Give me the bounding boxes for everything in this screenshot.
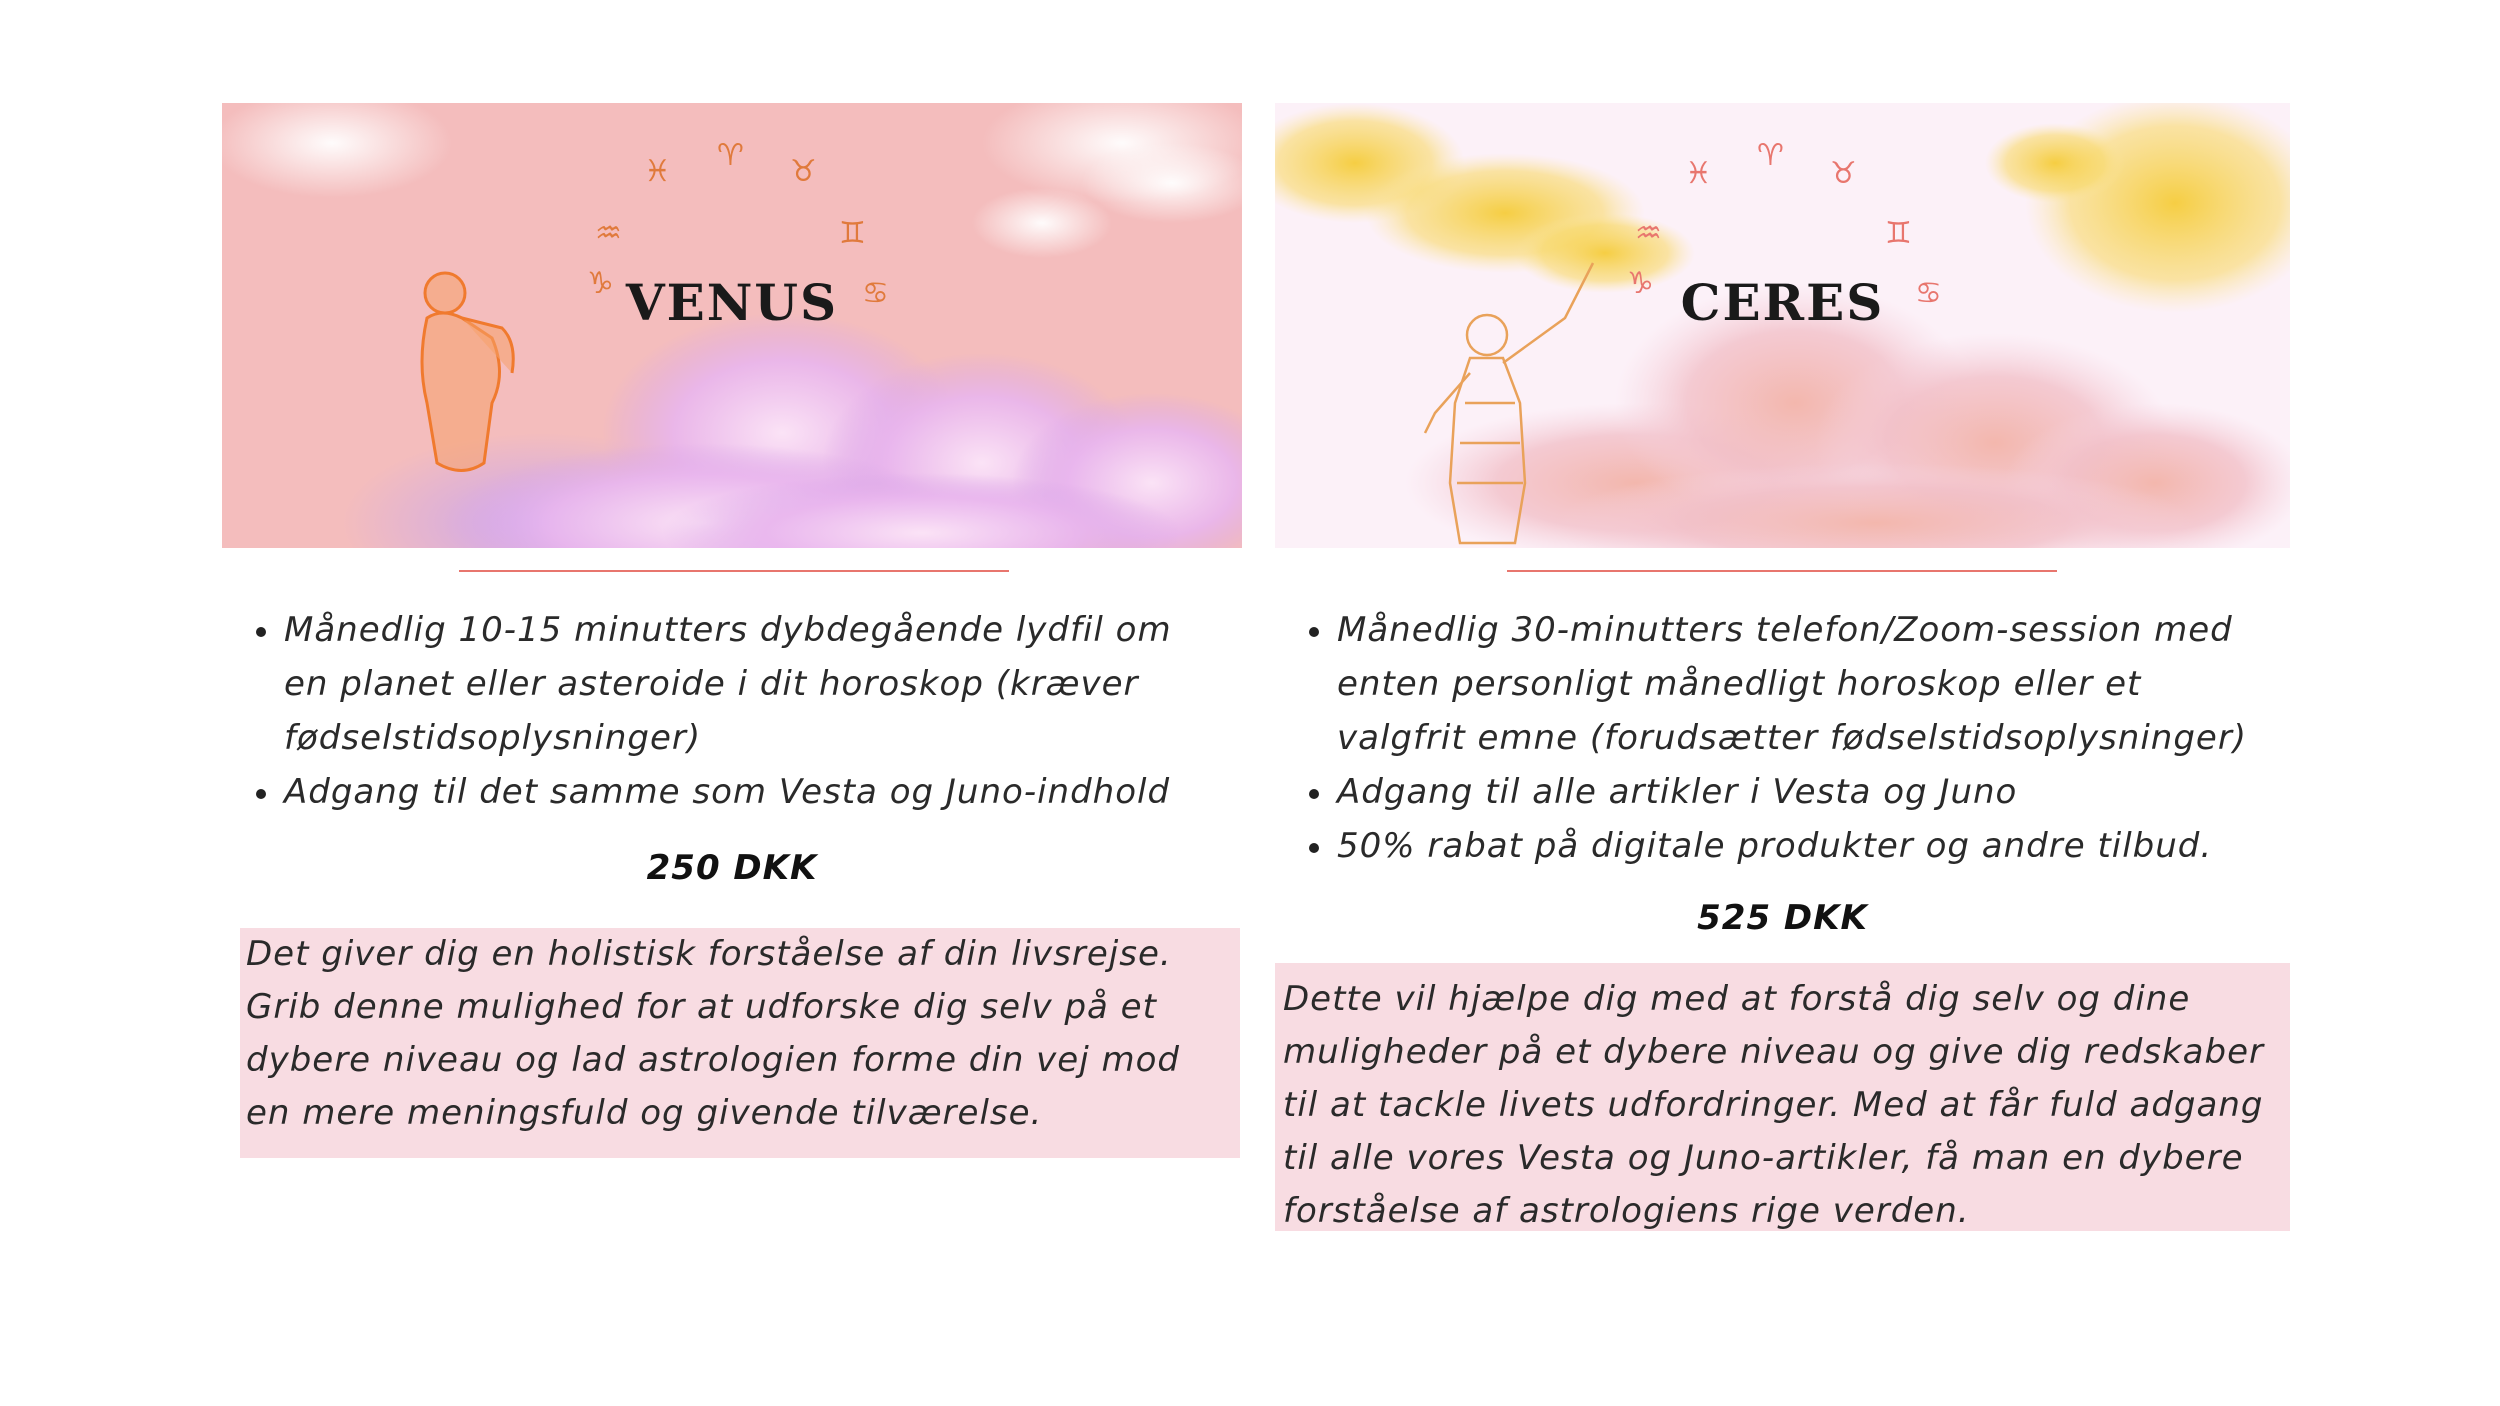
venus-banner — [222, 103, 1242, 548]
svg-text:♓: ♓ — [1685, 156, 1712, 191]
plan-card-ceres — [1275, 103, 2290, 1231]
svg-text:♋: ♋ — [1915, 276, 1942, 311]
svg-text:♒: ♒ — [595, 216, 622, 251]
list-item: Adgang til alle artikler i Vesta og Juno — [1337, 765, 2270, 819]
ceres-price: 525 DKK — [1697, 898, 1868, 938]
ceres-feature-list — [1337, 603, 2270, 873]
venus-title: VENUS — [625, 273, 839, 332]
cloud-icon — [222, 103, 1242, 258]
svg-text:♉: ♉ — [790, 154, 817, 189]
svg-text:♑: ♑ — [587, 266, 614, 301]
ceres-divider — [1507, 570, 2057, 572]
svg-text:♈: ♈ — [1757, 138, 1784, 173]
list-item: 50% rabat på digitale produkter og andre tilbud. — [1337, 819, 2270, 873]
svg-text:♉: ♉ — [1830, 156, 1857, 191]
ceres-title: CERES — [1680, 273, 1885, 332]
venus-divider — [459, 570, 1009, 572]
venus-price: 250 DKK — [646, 848, 818, 888]
list-item: Månedlig 10-15 minutters dybdegående lydfil om en planet eller asteroide i dit horoskop (kræver fødselstidsoplysninger) — [284, 603, 1222, 765]
plan-card-venus — [222, 103, 1242, 1133]
svg-text:♋: ♋ — [862, 276, 889, 311]
svg-text:♊: ♊ — [839, 216, 866, 251]
venus-description: Det giver dig en holistisk forståelse af din livsrejse. Grib denne mulighed for at udforske dig selv på et dybere niveau og lad astrologien forme din vej mod en mere meningsfuld og givende tilværelse. — [240, 928, 1240, 1158]
venus-feature-list — [284, 603, 1222, 819]
svg-text:♒: ♒ — [1635, 216, 1662, 251]
list-item: Adgang til det samme som Vesta og Juno-indhold — [284, 765, 1222, 819]
svg-text:♓: ♓ — [644, 154, 671, 189]
list-item: Månedlig 30-minutters telefon/Zoom-session med enten personligt månedligt horoskop eller et valgfrit emne (forudsætter fødselstidsoplysninger) — [1337, 603, 2270, 765]
svg-text:♑: ♑ — [1627, 266, 1654, 301]
svg-text:♈: ♈ — [717, 138, 744, 173]
ceres-banner — [1275, 103, 2290, 548]
svg-text:♊: ♊ — [1885, 216, 1912, 251]
ceres-description: Dette vil hjælpe dig med at forstå dig selv og dine muligheder på et dybere niveau og give dig redskaber til at tackle livets udfordringer. Med at får fuld adgang til alle vores Vesta og Juno-artikler, få man en dybere forståelse af astrologiens rige verden. — [1275, 963, 2290, 1231]
